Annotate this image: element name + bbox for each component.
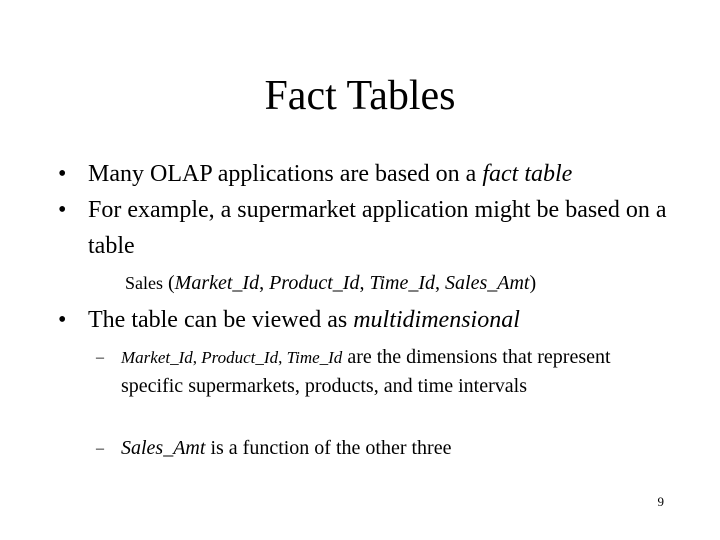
bullet-text: For example, a supermarket application might be based on a table xyxy=(88,197,667,259)
dimension-separator: , xyxy=(192,348,202,367)
bullet-text-emphasis: multidimensional xyxy=(353,307,520,333)
schema-open-paren: ( xyxy=(163,272,175,294)
slide-title: Fact Tables xyxy=(264,73,456,119)
table-schema xyxy=(125,268,536,298)
sub-bullet-marker: – xyxy=(96,440,104,457)
bullet-text-emphasis: fact table xyxy=(482,161,573,187)
schema-table-name: Sales xyxy=(125,273,163,293)
bullet-multidimensional xyxy=(58,302,698,338)
sub-bullet-measure xyxy=(96,434,656,464)
schema-separator: , xyxy=(259,272,270,294)
bullet-text xyxy=(88,156,572,192)
schema-separator: , xyxy=(435,272,446,294)
measure-description: is a function of the other three xyxy=(205,437,452,459)
dimension-market-id: Market_Id xyxy=(121,348,193,367)
schema-separator: , xyxy=(359,272,370,294)
schema-attr-market-id: Market_Id xyxy=(174,272,260,294)
schema-attr-time-id: Time_Id xyxy=(369,272,436,294)
sub-bullet-text xyxy=(121,343,641,401)
measure-sales-amt: Sales_Amt xyxy=(121,437,206,459)
dimension-description: are the dimensions that represent specific supermarkets, products, and time intervals xyxy=(121,346,611,397)
bullet-text-plain: The table can be viewed as xyxy=(88,307,354,333)
bullet-marker: • xyxy=(58,161,67,187)
bullet-example xyxy=(58,192,698,264)
schema-attr-product-id: Product_Id xyxy=(269,272,360,294)
sub-bullet-dimensions xyxy=(96,343,656,433)
sub-bullet-marker: – xyxy=(96,349,104,366)
dimension-time-id: Time_Id xyxy=(286,348,343,367)
sub-bullet-text xyxy=(121,434,641,463)
bullet-marker: • xyxy=(58,307,67,333)
bullet-text-plain: Many OLAP applications are based on a xyxy=(88,161,483,187)
page-number: 9 xyxy=(657,494,664,509)
schema-close-paren: ) xyxy=(529,272,537,294)
bullet-text xyxy=(88,302,520,338)
bullet-fact-table xyxy=(58,156,698,192)
dimension-separator: , xyxy=(278,348,287,367)
schema-attr-sales-amt: Sales_Amt xyxy=(445,272,530,294)
bullet-marker: • xyxy=(58,197,67,223)
dimension-product-id: Product_Id xyxy=(201,348,279,367)
